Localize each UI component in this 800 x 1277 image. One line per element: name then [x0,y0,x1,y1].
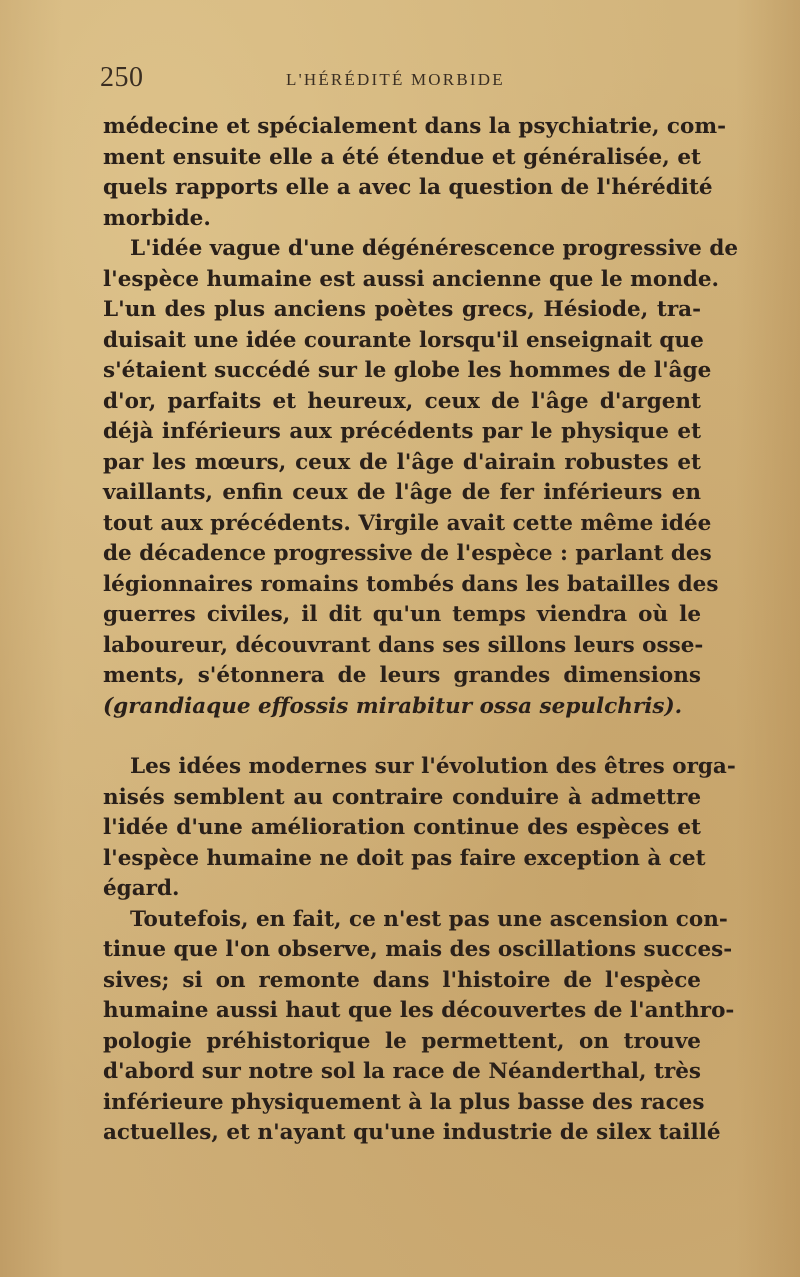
text-line: ment ensuite elle a été étendue et généralisée, et [103,144,701,170]
text-line: déjà inférieurs aux précédents par le physique et [103,419,701,444]
running-head: L'HÉRÉDITÉ MORBIDE [286,70,505,89]
text-line: laboureur, découvrant dans ses sillons leurs osse- [103,632,704,658]
page-number: 250 [100,62,144,93]
latin-quotation-line: (grandiaque effossis mirabitur ossa sepulchris). [103,693,683,719]
text-line: d'abord sur notre sol la race de Néanderthal, très [103,1059,701,1084]
text-line: humaine aussi haut que les découvertes de l'anthro- [103,998,735,1023]
paragraph-start-line: Toutefois, en fait, ce n'est pas une ascension con- [130,906,728,932]
text-line: quels rapports elle a avec la question de l'hérédité [103,175,713,200]
text-line: de décadence progressive de l'espèce : parlant des [103,541,712,566]
text-line: morbide. [103,205,211,231]
page-header [100,62,705,102]
paragraph-start-line: L'idée vague d'une dégénérescence progressive de [130,236,739,261]
text-line: l'idée d'une amélioration continue des espèces et [103,815,701,840]
text-line: médecine et spécialement dans la psychiatrie, com- [103,114,727,139]
text-line: duisait une idée courante lorsqu'il enseignait que [103,327,704,353]
text-line: légionnaires romains tombés dans les batailles des [103,571,719,597]
text-line: s'étaient succédé sur le globe les hommes de l'âge [103,358,712,383]
text-line: sives; si on remonte dans l'histoire de l'espèce [103,967,701,993]
text-line: tout aux précédents. Virgile avait cette même idée [103,510,712,536]
text-line: actuelles, et n'ayant qu'une industrie de silex taillé [103,1120,721,1145]
text-line: inférieure physiquement à la plus basse des races [103,1089,705,1115]
text-line: l'espèce humaine est aussi ancienne que le monde. [103,266,720,292]
text-line: guerres civiles, il dit qu'un temps viendra où le [103,602,701,627]
text-line: égard. [103,876,180,901]
text-line: nisés semblent au contraire conduire à admettre [103,784,701,810]
text-line: vaillants, enfin ceux de l'âge de fer inférieurs en [103,480,701,505]
text-line: ments, s'étonnera de leurs grandes dimensions [103,663,701,688]
text-line: l'espèce humaine ne doit pas faire exception à cet [103,845,706,871]
text-line: par les mœurs, ceux de l'âge d'airain robustes et [103,449,701,475]
text-line: pologie préhistorique le permettent, on trouve [103,1028,701,1054]
text-line: d'or, parfaits et heureux, ceux de l'âge d'argent [103,388,701,414]
text-line: tinue que l'on observe, mais des oscillations succes- [103,937,733,962]
paragraph-start-line: Les idées modernes sur l'évolution des êtres orga- [130,754,736,779]
text-line: L'un des plus anciens poètes grecs, Hésiode, tra- [103,297,701,322]
